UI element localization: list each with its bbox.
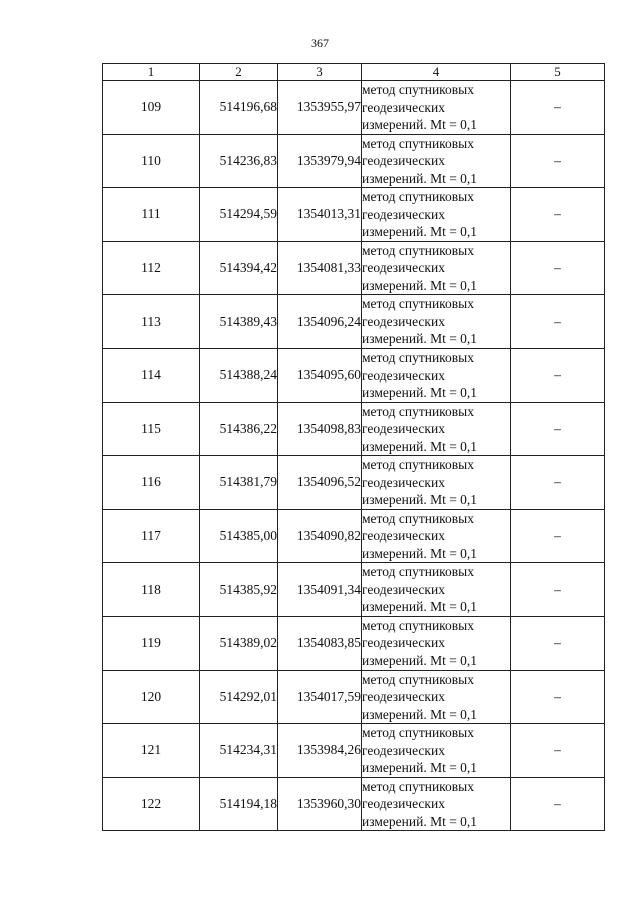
column-5-cell: – (511, 509, 605, 563)
coordinate-x-cell: 514234,31 (200, 724, 278, 778)
table-row (103, 81, 605, 135)
table-row (103, 134, 605, 188)
method-line-3: измерений. Mt = 0,1 (362, 385, 478, 401)
point-number-cell: 112 (103, 241, 200, 295)
method-line-3: измерений. Mt = 0,1 (362, 813, 478, 829)
method-line-3: измерений. Mt = 0,1 (362, 277, 478, 293)
point-number-cell: 113 (103, 295, 200, 349)
point-number-cell: 115 (103, 402, 200, 456)
column-5-cell: – (511, 81, 605, 135)
method-line-3: измерений. Mt = 0,1 (362, 492, 478, 508)
page-number: 367 (311, 36, 329, 50)
column-5-cell: – (511, 456, 605, 510)
coordinate-y-cell: 1354083,85 (278, 616, 362, 670)
coordinate-x-cell: 514389,43 (200, 295, 278, 349)
coordinate-x-cell: 514385,92 (200, 563, 278, 617)
coordinate-y-cell: 1353960,30 (278, 777, 362, 831)
method-line-1: метод спутниковых (362, 189, 474, 205)
table-row (103, 348, 605, 402)
method-line-3: измерений. Mt = 0,1 (362, 599, 478, 615)
coordinate-x-cell: 514196,68 (200, 81, 278, 135)
method-cell (362, 81, 511, 135)
coordinate-x-cell: 514381,79 (200, 456, 278, 510)
column-5-cell: – (511, 348, 605, 402)
coordinate-y-cell: 1354096,24 (278, 295, 362, 349)
method-line-2: геодезических (362, 742, 445, 758)
coordinate-x-cell: 514194,18 (200, 777, 278, 831)
coordinate-y-cell: 1353984,26 (278, 724, 362, 778)
coordinate-x-cell: 514294,59 (200, 188, 278, 242)
column-5-cell: – (511, 777, 605, 831)
column-5-cell: – (511, 188, 605, 242)
method-line-3: измерений. Mt = 0,1 (362, 331, 478, 347)
coordinate-x-cell: 514389,02 (200, 616, 278, 670)
point-number-cell: 109 (103, 81, 200, 135)
column-5-cell: – (511, 295, 605, 349)
coordinate-y-cell: 1354081,33 (278, 241, 362, 295)
method-line-1: метод спутниковых (362, 403, 474, 419)
coordinate-y-cell: 1354017,59 (278, 670, 362, 724)
column-5-cell: – (511, 724, 605, 778)
method-line-1: метод спутниковых (362, 82, 474, 98)
method-line-2: геодезических (362, 260, 445, 276)
table-header-row (103, 64, 605, 81)
method-line-3: измерений. Mt = 0,1 (362, 117, 478, 133)
method-line-1: метод спутниковых (362, 135, 474, 151)
method-cell (362, 402, 511, 456)
method-cell (362, 724, 511, 778)
method-cell (362, 563, 511, 617)
method-line-2: геодезических (362, 635, 445, 651)
table-body (103, 81, 605, 831)
coordinate-x-cell: 514388,24 (200, 348, 278, 402)
coordinate-y-cell: 1354098,83 (278, 402, 362, 456)
method-line-3: измерений. Mt = 0,1 (362, 438, 478, 454)
coordinate-y-cell: 1354091,34 (278, 563, 362, 617)
point-number-cell: 119 (103, 616, 200, 670)
coordinate-y-cell: 1354095,60 (278, 348, 362, 402)
method-cell (362, 456, 511, 510)
method-cell (362, 777, 511, 831)
point-number-cell: 118 (103, 563, 200, 617)
column-5-cell: – (511, 134, 605, 188)
method-cell (362, 670, 511, 724)
method-line-1: метод спутниковых (362, 778, 474, 794)
header-col-2: 2 (200, 64, 278, 81)
coordinate-y-cell: 1353955,97 (278, 81, 362, 135)
method-line-3: измерений. Mt = 0,1 (362, 170, 478, 186)
coordinate-y-cell: 1353979,94 (278, 134, 362, 188)
coordinate-y-cell: 1354096,52 (278, 456, 362, 510)
header-col-3: 3 (278, 64, 362, 81)
method-line-2: геодезических (362, 313, 445, 329)
table-row (103, 563, 605, 617)
method-line-3: измерений. Mt = 0,1 (362, 652, 478, 668)
method-line-1: метод спутниковых (362, 671, 474, 687)
method-line-1: метод спутниковых (362, 242, 474, 258)
point-number-cell: 121 (103, 724, 200, 778)
method-line-3: измерений. Mt = 0,1 (362, 545, 478, 561)
column-5-cell: – (511, 402, 605, 456)
method-line-3: измерений. Mt = 0,1 (362, 706, 478, 722)
coordinate-x-cell: 514385,00 (200, 509, 278, 563)
table-row (103, 616, 605, 670)
method-line-3: измерений. Mt = 0,1 (362, 224, 478, 240)
header-col-4: 4 (362, 64, 511, 81)
method-line-2: геодезических (362, 528, 445, 544)
table-row (103, 188, 605, 242)
point-number-cell: 120 (103, 670, 200, 724)
method-line-1: метод спутниковых (362, 617, 474, 633)
method-cell (362, 509, 511, 563)
method-line-1: метод спутниковых (362, 457, 474, 473)
table-row (103, 456, 605, 510)
method-line-1: метод спутниковых (362, 510, 474, 526)
coordinate-y-cell: 1354013,31 (278, 188, 362, 242)
method-line-1: метод спутниковых (362, 725, 474, 741)
method-line-3: измерений. Mt = 0,1 (362, 760, 478, 776)
coordinate-x-cell: 514386,22 (200, 402, 278, 456)
header-col-1: 1 (103, 64, 200, 81)
table-row (103, 724, 605, 778)
table-row (103, 777, 605, 831)
method-line-2: геодезических (362, 796, 445, 812)
column-5-cell: – (511, 616, 605, 670)
column-5-cell: – (511, 241, 605, 295)
method-cell (362, 134, 511, 188)
method-cell (362, 188, 511, 242)
method-cell (362, 616, 511, 670)
point-number-cell: 116 (103, 456, 200, 510)
method-line-2: геодезических (362, 153, 445, 169)
table-row (103, 295, 605, 349)
coordinates-table (102, 63, 605, 831)
table-row (103, 241, 605, 295)
column-5-cell: – (511, 670, 605, 724)
table-row (103, 402, 605, 456)
point-number-cell: 110 (103, 134, 200, 188)
point-number-cell: 122 (103, 777, 200, 831)
coordinate-x-cell: 514292,01 (200, 670, 278, 724)
point-number-cell: 111 (103, 188, 200, 242)
method-line-1: метод спутниковых (362, 296, 474, 312)
coordinate-x-cell: 514394,42 (200, 241, 278, 295)
method-cell (362, 348, 511, 402)
point-number-cell: 117 (103, 509, 200, 563)
method-line-1: метод спутниковых (362, 350, 474, 366)
coordinate-x-cell: 514236,83 (200, 134, 278, 188)
point-number-cell: 114 (103, 348, 200, 402)
table-row (103, 509, 605, 563)
method-line-2: геодезических (362, 474, 445, 490)
method-line-2: геодезических (362, 689, 445, 705)
method-cell (362, 241, 511, 295)
table-row (103, 670, 605, 724)
header-col-5: 5 (511, 64, 605, 81)
method-line-2: геодезических (362, 421, 445, 437)
column-5-cell: – (511, 563, 605, 617)
method-line-2: геодезических (362, 367, 445, 383)
method-line-1: метод спутниковых (362, 564, 474, 580)
method-line-2: геодезических (362, 581, 445, 597)
method-line-2: геодезических (362, 206, 445, 222)
coordinate-y-cell: 1354090,82 (278, 509, 362, 563)
method-cell (362, 295, 511, 349)
method-line-2: геодезических (362, 99, 445, 115)
